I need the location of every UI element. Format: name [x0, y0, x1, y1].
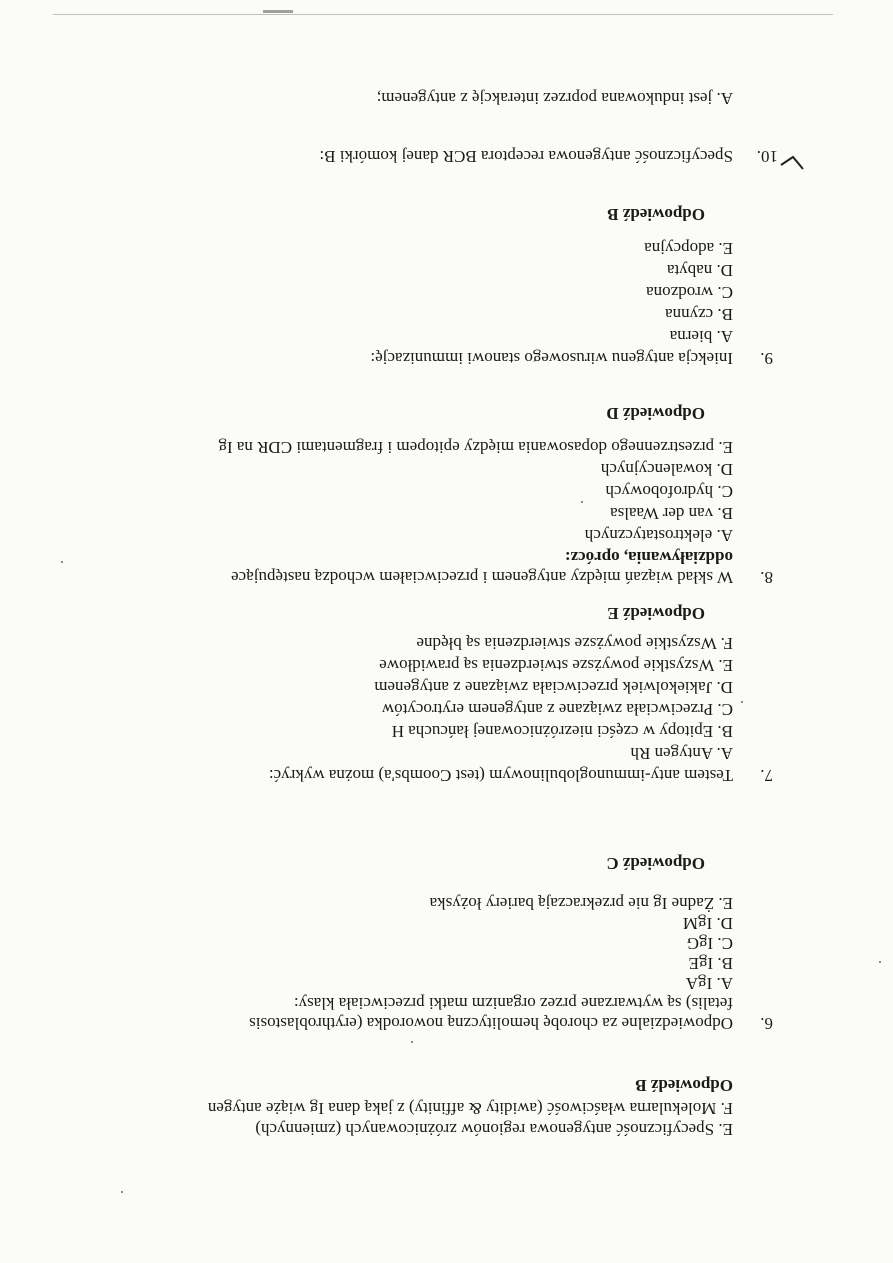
option-c: C. Przeciwciała związane z antygenem erytrocytów	[381, 700, 733, 719]
option-b: B. czynna	[665, 305, 733, 324]
question-text: Specyficzność antygenowa receptora BCR danej komórki B:	[319, 147, 733, 166]
pen-mark-icon	[777, 145, 807, 175]
question-text: oddziaływania, oprócz:	[564, 548, 733, 567]
answer: Odpowiedź D	[606, 404, 705, 423]
option-b: B. van der Waalsa	[610, 504, 733, 523]
question-text: fetalis) są wytwarzane przez organizm matki przeciwciała klasy:	[293, 994, 733, 1013]
answer: Odpowiedź B	[607, 205, 705, 224]
option-a: A. elektrostatycznych	[584, 526, 733, 545]
question-text: Odpowiedzialne za chorobę hemolityczną noworodka (erythroblastosis	[249, 1014, 733, 1033]
option-a: A. Antygen Rh	[630, 744, 733, 763]
answer: Odpowiedź E	[607, 604, 705, 623]
option-a: A. bierna	[669, 327, 733, 346]
option-c: C. IgG	[686, 934, 733, 953]
option-d: D. IgM	[682, 914, 733, 933]
option-f: F. Molekularna właściwość (awidity & affinity) z jaką dana Ig wiąże antygen	[207, 1099, 733, 1118]
question-number: 7.	[760, 766, 773, 785]
option-a: A. jest indukowana poprzez interakcję z antygenem;	[376, 89, 733, 108]
option-e: E. Wszystkie powyższe stwierdzenia są prawidłowe	[379, 656, 733, 675]
question-text: Iniekcja antygenu wirusowego stanowi immunizację:	[370, 349, 733, 368]
question-number: 8.	[760, 568, 773, 587]
question-number: 10.	[756, 147, 778, 166]
option-d: D. kowalencyjnych	[600, 460, 733, 479]
option-d: D. Jakiekolwiek przeciwciała związane z antygenem	[374, 678, 733, 697]
option-e: E. adopcyjna	[644, 239, 733, 258]
answer: Odpowiedź B	[635, 1076, 733, 1095]
option-b: B. IgE	[688, 954, 733, 973]
question-number: 6.	[760, 1014, 773, 1033]
option-b: B. Epitopy w części niezróżnicowanej łańcucha H	[391, 722, 733, 741]
option-f: F. Wszystkie powyższe stwierdzenia są błędne	[416, 634, 733, 653]
option-a: A. IgA	[685, 974, 733, 993]
option-c: C. wrodzona	[646, 283, 733, 302]
question-text: Testem anty-immunoglobulinowym (test Coombs'a) można wykryć:	[268, 766, 733, 785]
option-e: E. Specyficzność antygenowa regionów zróżnicowanych (zmiennych)	[255, 1120, 733, 1139]
option-c: C. hydrofobowych	[605, 482, 733, 501]
question-text: W skład wiązań między antygenem i przeciwciałem wchodzą następujące	[231, 568, 733, 587]
question-number: 9.	[760, 349, 773, 368]
answer: Odpowiedź C	[606, 854, 705, 873]
scan-smudge	[263, 10, 293, 13]
option-d: D. nabyta	[666, 261, 733, 280]
option-e: E. przestrzennego dopasowania między epitopem i fragmentami CDR na Ig	[218, 438, 733, 457]
option-e: E. Żadne Ig nie przekraczają bariery łożyska	[429, 894, 733, 913]
scan-smudge	[53, 14, 833, 15]
